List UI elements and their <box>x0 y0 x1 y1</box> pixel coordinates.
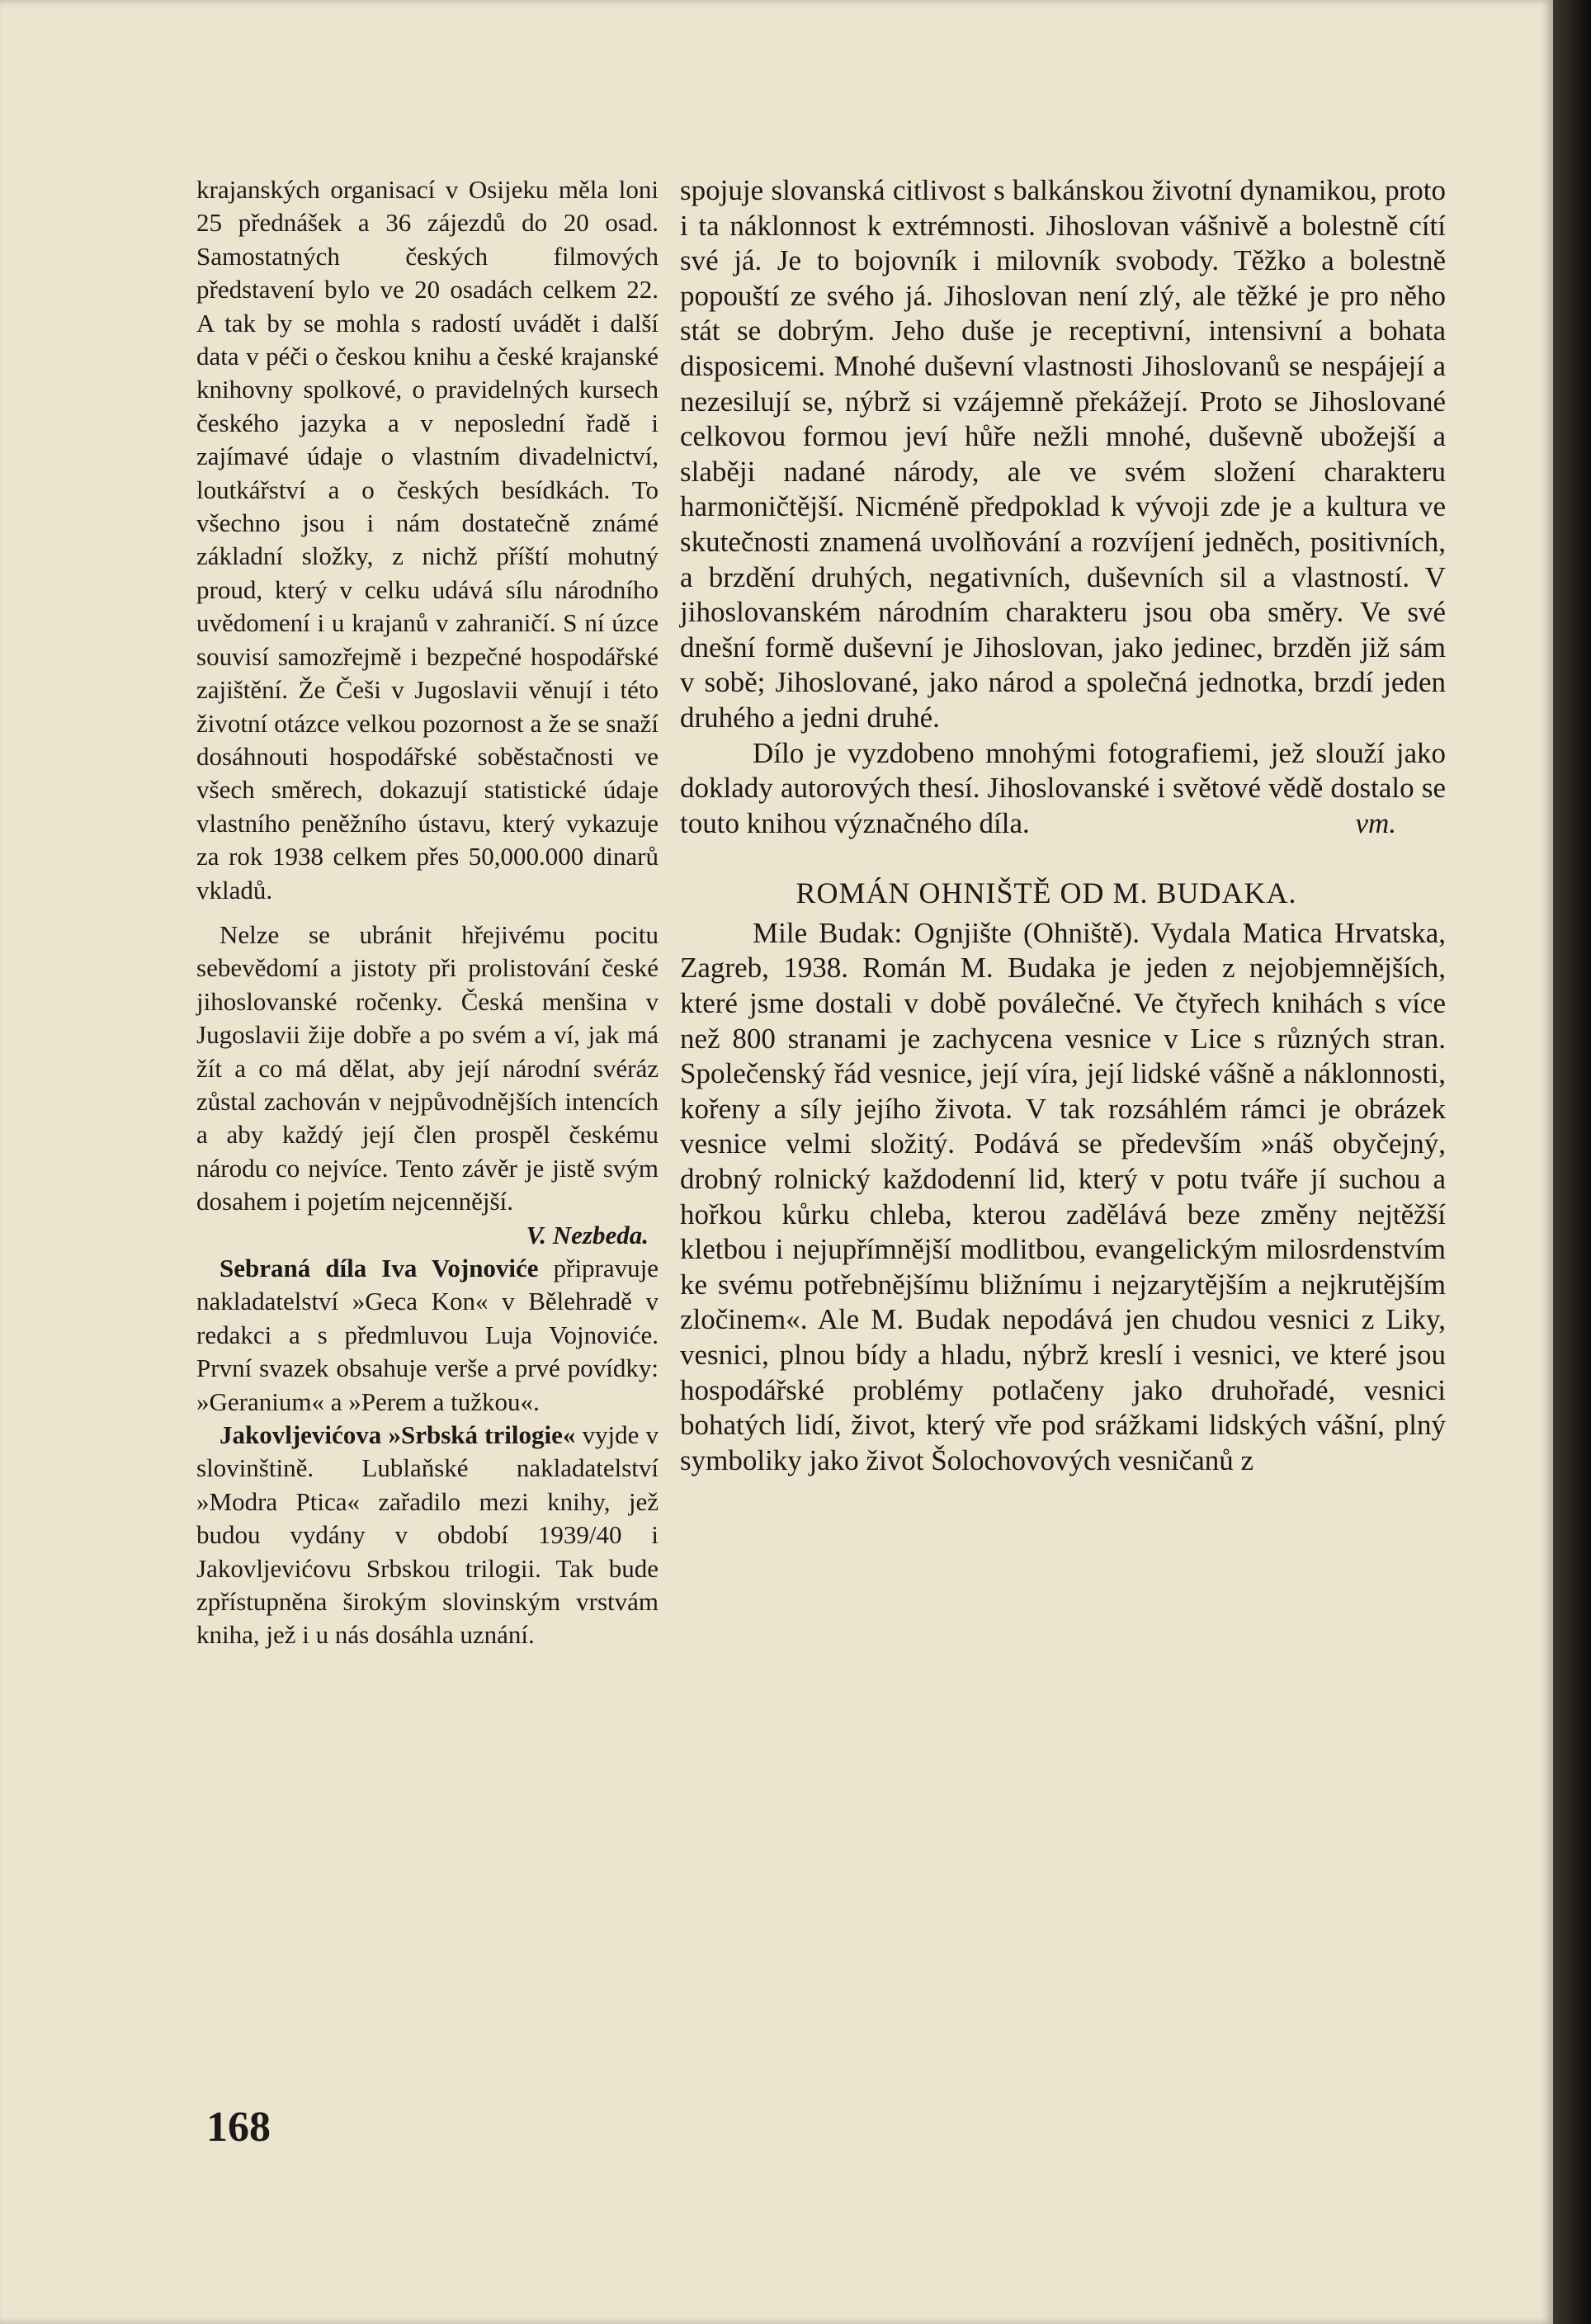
author-signature: V. Nezbeda. <box>526 1220 649 1249</box>
reviewer-initials: vm. <box>1355 806 1396 839</box>
note-vojnovic <box>196 1252 659 1419</box>
note-jakovljevic <box>196 1419 659 1652</box>
note-vojnovic-text: připravuje nakladatelství »Geca Kon« v Bělehradě v redakci a s předmluvou Luja Vojnoviće. První svazek obsahuje verše a prvé povídky: »Geranium« a »Perem a tužkou«. <box>196 1254 659 1416</box>
left-paragraph-2: Nelze se ubránit hřejivému pocitu sebevědomí a jistoty při prolistování české jihoslovanské ročenky. Česká menšina v Jugoslavii žije dobře a po svém a ví, jak má žít a co má dělat, aby její národní svéráz zůstal zachován v nejpůvodnějších intencích a aby každý její člen prospěl českému národu co nejvíce. Tento závěr je jistě svým dosahem i pojetím nejcennější. <box>196 919 659 1216</box>
right-paragraph-2 <box>680 736 1446 842</box>
left-paragraph-1: krajanských organisací v Osijeku měla loni 25 přednášek a 36 zájezdů do 20 osad. Samostatných českých filmových představení bylo ve 20 osadách celkem 22. A tak by se mohla s radostí uvádět i další data v péči o českou knihu a české krajanské knihovny spolkové, o pravidelných kursech českého jazyka a v neposlední řadě i zajímavé údaje o vlastním divadelnictví, loutkářství a o českých besídkách. To všechno jsou i nám dostatečně známé základní složky, z nichž příští mohutný proud, který v celku udává sílu národního uvědomení i u krajanů v zahraničí. S ní úzce souvisí samozřejmě i bezpečné hospodářské zajištění. Že Češi v Jugoslavii věnují i této životní otázce velkou pozornost a že se snaží dosáhnouti hospodářské soběstačnosti ve všech směrech, dokazují statistické údaje vlastního peněžního ústavu, který vykazuje za rok 1938 celkem přes 50,000.000 dinarů vkladů. <box>196 175 659 905</box>
right-paragraph-3: Mile Budak: Ognjište (Ohniště). Vydala Matica Hrvatska, Zagreb, 1938. Román M. Budaka je jeden z nejobjemnějších, které jsme dostali v době poválečné. Ve čtyřech knihách s více než 800 stranami je zachycena vesnice v Lice s různých stran. Společenský řád vesnice, její víra, její lidské vášně a náklonnosti, kořeny a síly jejího života. V tak rozsáhlém rámci je obrázek vesnice velmi složitý. Podává se především »náš obyčejný, drobný rolnický každodenní lid, který v potu tváře jí suchou a hořkou kůrku chleba, kterou zadělává beze změny nejtěžší kletbou i nejupřímnější modlitbou, evangelickým milosrdenstvím ke svému potřebnějšímu bližnímu i nejzarytějším a nejkrutějším zločinem«. Ale M. Budak nepodává jen chudou vesnici z Liky, vesnici, plnou bídy a hladu, nýbrž kreslí i vesnici, ve které jsou hospodářské problémy potlačeny jako druhořadé, vesnici bohatých lidí, život, který vře pod srážkami lidských vášní, plný symboliky jako život Šolochovových vesničanů z <box>680 916 1446 1476</box>
note-jakovljevic-title: Jakovljevićova »Srbská trilogie« <box>220 1420 576 1450</box>
right-paragraph-1: spojuje slovanská citlivost s balkánskou životní dynamikou, proto i ta náklonnost k extrémnosti. Jihoslovan vášnivě a bolestně cítí své já. Je to bojovník i milovník svobody. Těžko a bolestně popouští ze svého já. Jihoslovan není zlý, ale těžké je pro něho stát se dobrým. Jeho duše je receptivní, intensivní a bohata disposicemi. Mnohé duševní vlastnosti Jihoslovanů se nespájejí a nezesilují se, nýbrž si vzájemně překážejí. Proto se Jihoslované celkovou formou jeví hůře nežli mnohé, duševně ubožejší a slaběji nadané národy, ale ve svém složení charakteru harmoničtější. Nicméně předpoklad k vývoji zde je a kultura ve skutečnosti znamená uvolňování a rozvíjení jedněch, positivních, a brzdění druhých, negativních, duševních sil a vlastností. V jihoslovanském národním charakteru jsou oba směry. Ve své dnešní formě duševní je Jihoslovan, jako jedinec, brzděn již sám v sobě; Jihoslované, jako národ a společná jednotka, brzdí jeden druhého a jedni druhé. <box>680 174 1446 734</box>
note-jakovljevic-text: vyjde v slovinštině. Lublaňské nakladatelství »Modra Ptica« zařadilo mezi knihy, jež budou vydány v období 1939/40 i Jakovljevićovu Srbskou trilogii. Tak bude zpřístupněna širokým slovinským vrstvám kniha, jež i u nás dosáhla uznání. <box>196 1420 659 1650</box>
book-spine-edge <box>1553 0 1591 2324</box>
note-vojnovic-title: Sebraná díla Iva Vojnoviće <box>220 1254 539 1282</box>
left-column <box>196 173 659 1652</box>
page-number: 168 <box>206 2104 271 2151</box>
right-paragraph-2-text: Dílo je vyzdobeno mnohými fotografiemi, jež slouží jako doklady autorových thesí. Jihoslovanské i světové vědě dostalo se touto knihou význačného díla. <box>680 736 1446 839</box>
right-column <box>680 173 1446 1478</box>
section-heading: ROMÁN OHNIŠTĚ OD M. BUDAKA. <box>796 876 1297 910</box>
